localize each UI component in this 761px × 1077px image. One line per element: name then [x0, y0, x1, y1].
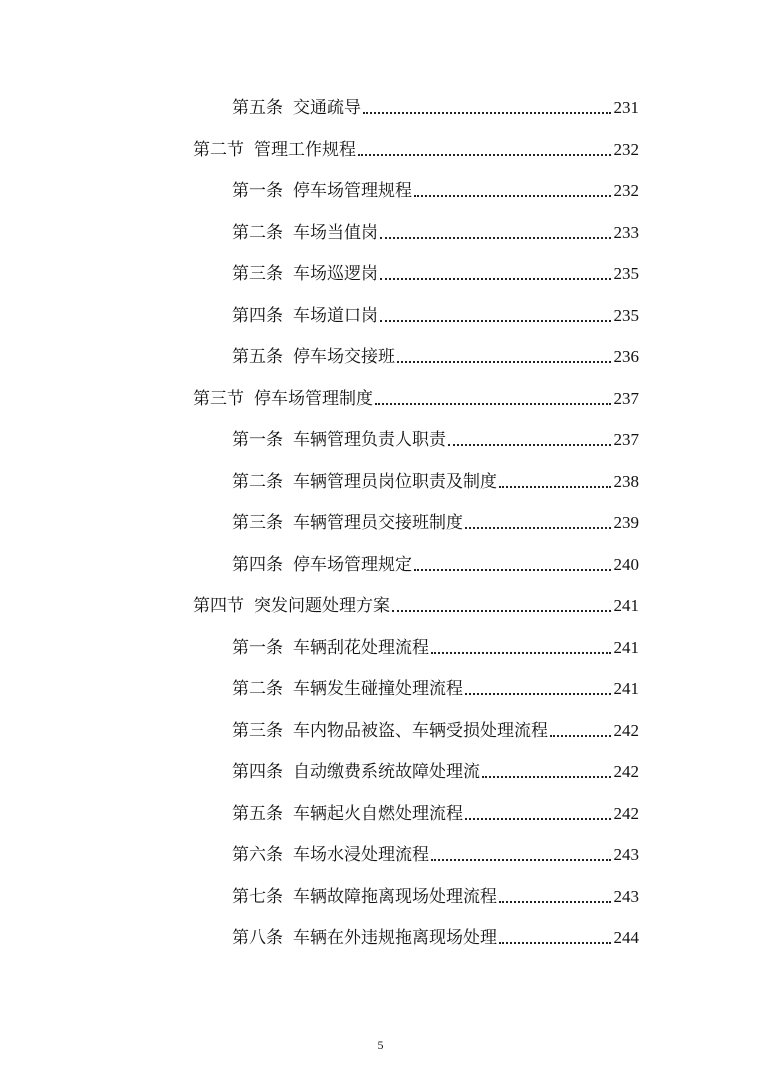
toc-entry-prefix: 第三条: [232, 720, 283, 741]
toc-entry-title: 交通疏导: [293, 98, 361, 118]
toc-entry-title: 停车场管理制度: [254, 388, 373, 409]
toc-entry-prefix: 第二条: [232, 222, 283, 243]
toc-entry: [232, 89, 639, 119]
toc-entry-title: 管理工作规程: [254, 139, 356, 160]
toc-entry: [193, 131, 639, 161]
dot-leader: [380, 278, 611, 280]
toc-entry-prefix: 第五条: [232, 803, 283, 824]
dot-leader: [499, 901, 611, 903]
toc-entry: [232, 795, 639, 825]
toc-entry-page: 241: [613, 596, 639, 615]
toc-entry: [232, 629, 639, 659]
toc-entry: [232, 670, 639, 700]
toc-entry: [232, 297, 639, 327]
toc-entry-page: 237: [613, 430, 639, 449]
toc-entry: [232, 172, 639, 202]
toc-entry: [232, 504, 639, 534]
toc-entry-prefix: 第三条: [232, 264, 283, 284]
toc-entry-prefix: 第八条: [232, 928, 283, 948]
page-number: 5: [377, 1038, 384, 1052]
dot-leader: [375, 403, 611, 405]
dot-leader: [414, 569, 611, 571]
toc-entry: [232, 338, 639, 368]
toc-entry-title: 车场水浸处理流程: [293, 845, 429, 865]
toc-entry: [232, 836, 639, 866]
toc-entry-page: 243: [613, 845, 639, 864]
toc-entry-page: 242: [613, 720, 639, 740]
toc-entry-page: 241: [613, 637, 639, 657]
toc-entry: [232, 878, 639, 908]
dot-leader: [431, 652, 611, 654]
toc-entry-title: 车辆起火自燃处理流程: [293, 803, 463, 824]
dot-leader: [465, 693, 611, 695]
dot-leader: [465, 527, 611, 529]
toc-entry-title: 车辆发生碰撞处理流程: [293, 679, 463, 699]
toc-entry-title: 车辆刮花处理流程: [293, 637, 429, 658]
toc-entry-page: 244: [613, 928, 639, 947]
toc-entry-page: 235: [613, 305, 639, 325]
toc-entry: [232, 919, 639, 949]
toc-entry-prefix: 第五条: [232, 347, 283, 367]
toc-entry-prefix: 第六条: [232, 845, 283, 865]
toc-entry-page: 239: [613, 513, 639, 532]
toc-entry: [232, 255, 639, 285]
toc-entry: [232, 546, 639, 576]
toc-entry-prefix: 第三节: [193, 388, 244, 409]
toc-entry-title: 车辆故障拖离现场处理流程: [293, 886, 497, 907]
toc-entry-title: 车场当值岗: [293, 222, 378, 243]
dot-leader: [448, 444, 611, 446]
dot-leader: [499, 942, 611, 944]
toc-entry-page: 242: [613, 803, 639, 823]
toc-entry: [232, 753, 639, 783]
toc-entry-prefix: 第二条: [232, 679, 283, 699]
toc-entry-prefix: 第四条: [232, 554, 283, 575]
toc-entry-prefix: 第四条: [232, 305, 283, 326]
toc-entry-title: 车辆管理负责人职责: [293, 430, 446, 450]
toc-entry: [232, 214, 639, 244]
toc-entry: [232, 463, 639, 493]
toc-entry-prefix: 第一条: [232, 181, 283, 201]
toc-entry-prefix: 第四节: [193, 596, 244, 616]
dot-leader: [550, 735, 611, 737]
toc-entry-title: 车场道口岗: [293, 305, 378, 326]
dot-leader: [358, 154, 611, 156]
toc-entry-page: 233: [613, 222, 639, 242]
toc-entry-page: 232: [613, 139, 639, 159]
toc-entry-page: 243: [613, 886, 639, 906]
dot-leader: [380, 237, 611, 239]
dot-leader: [465, 818, 611, 820]
dot-leader: [380, 320, 611, 322]
toc-entry-title: 停车场交接班: [293, 347, 395, 367]
toc-entry: [232, 712, 639, 742]
toc-entry-page: 235: [613, 264, 639, 283]
toc-entry-prefix: 第七条: [232, 886, 283, 907]
toc-entry-title: 停车场管理规程: [293, 181, 412, 201]
toc-entry-title: 突发问题处理方案: [254, 596, 390, 616]
dot-leader: [431, 859, 611, 861]
toc-entry-prefix: 第一条: [232, 637, 283, 658]
toc-entry: [232, 421, 639, 451]
toc-entry-page: 237: [613, 388, 639, 408]
toc-entry-page: 241: [613, 679, 639, 698]
toc-entry-prefix: 第四条: [232, 762, 283, 782]
toc-entry-prefix: 第三条: [232, 513, 283, 533]
toc-entry-page: 231: [613, 98, 639, 117]
dot-leader: [397, 361, 611, 363]
toc-entry-page: 236: [613, 347, 639, 366]
dot-leader: [499, 486, 611, 488]
toc-entry-prefix: 第二节: [193, 139, 244, 160]
toc-entry: [193, 380, 639, 410]
toc-entry-title: 车内物品被盗、车辆受损处理流程: [293, 720, 548, 741]
toc-entry-prefix: 第五条: [232, 98, 283, 118]
toc-entry-title: 停车场管理规定: [293, 554, 412, 575]
toc-entry-title: 车场巡逻岗: [293, 264, 378, 284]
dot-leader: [363, 112, 611, 114]
dot-leader: [414, 195, 611, 197]
toc-entry-page: 238: [613, 471, 639, 491]
toc-entry-title: 车辆管理员交接班制度: [293, 513, 463, 533]
toc-entry-title: 车辆管理员岗位职责及制度: [293, 471, 497, 492]
dot-leader: [482, 776, 611, 778]
toc-entry-page: 232: [613, 181, 639, 200]
toc-entry-title: 车辆在外违规拖离现场处理: [293, 928, 497, 948]
toc-entry-prefix: 第一条: [232, 430, 283, 450]
toc-entry-page: 240: [613, 554, 639, 574]
toc-entry-prefix: 第二条: [232, 471, 283, 492]
toc-entry-title: 自动缴费系统故障处理流: [293, 762, 480, 782]
dot-leader: [392, 610, 611, 612]
toc-entry: [193, 587, 639, 617]
toc-entry-page: 242: [613, 762, 639, 781]
